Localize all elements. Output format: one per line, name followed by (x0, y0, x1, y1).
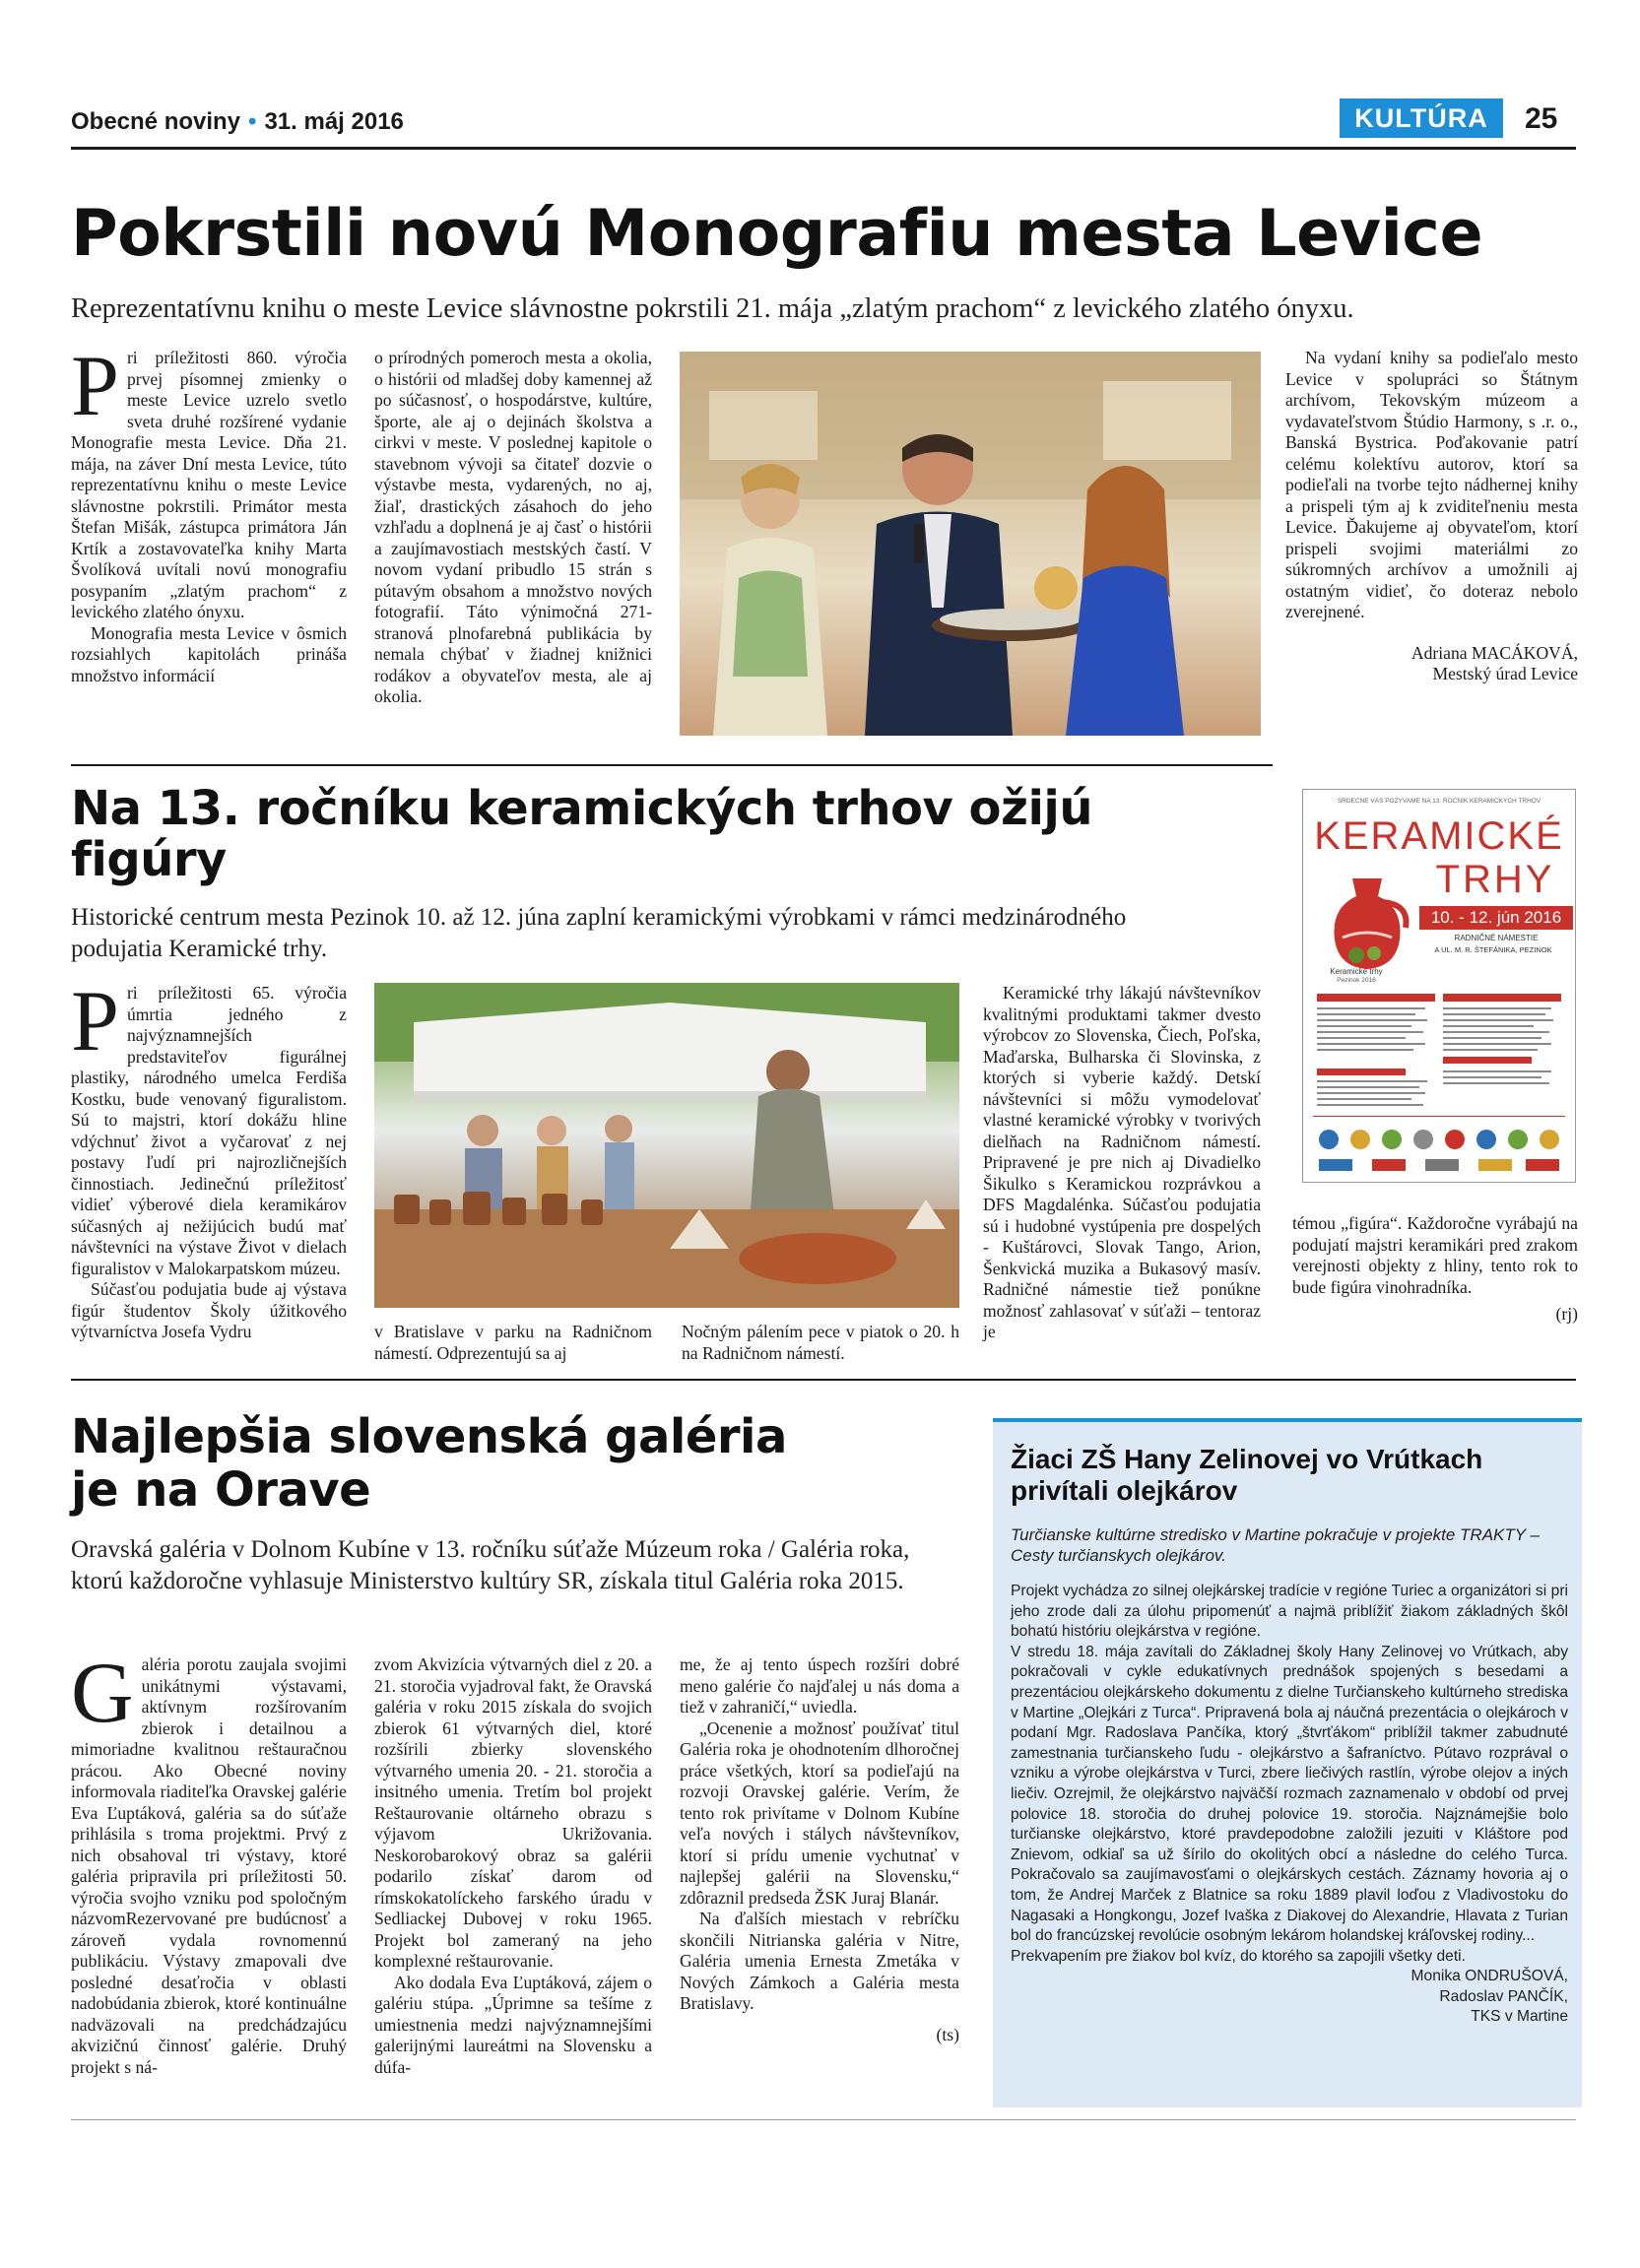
footer-rule (71, 2119, 1576, 2120)
article2-col1-paragraph-2: Súčasťou podujatia bude aj výstava figúr študentov Školy úžitkového výtvarníctva Josefa Vydru (71, 1279, 347, 1341)
article3-headline-line-2: je na Orave (71, 1462, 371, 1518)
ceramic-market-photo (374, 983, 959, 1308)
poster-venue-1: RADNIČNÉ NÁMESTIE (1454, 934, 1539, 942)
article1-lead: Reprezentatívnu knihu o meste Levice slávnostne pokrstili 21. mája „zlatým prachom“ z levického zlatého ónyxu. (71, 293, 1354, 324)
article1-col1-paragraph-2: Monografia mesta Levice v ôsmich rozsiahlych kapitolách prináša množstvo informácií (71, 622, 347, 685)
poster-jug-caption: Keramické trhy (1330, 967, 1383, 976)
sidebar-signature-1: Monika ONDRUŠOVÁ, (1410, 1968, 1568, 1985)
article3-headline (71, 1410, 957, 1517)
sidebar-paragraph: Prekvapením pre žiakov bol kvíz, do ktorého sa zapojili všetky deti. (1011, 1947, 1466, 1965)
article2-headline (71, 783, 1282, 885)
issue-date: 31. máj 2016 (264, 108, 404, 135)
article3-column-2 (374, 1654, 652, 2078)
article3-col1-paragraph: aléria porotu zaujala svojimi unikátnymi výstavami, aktívnym rozšírovaním zbierok i detailnou a mimoriadne kvalitnou reštauračnou prácou. Ako Obecné noviny informovala riaditeľka Oravskej galérie Eva Ľuptáková, galéria sa do súťaže prihlásila s troma projektmi. Prvý z nich obsahoval tri výstavy, ktoré galéria pripravila pri príležitosti 50. výročia svojho vzniku pod spoločným názvomRezervované pre budúcnosť a zároveň vydala rovnomennú publikáciu. Výstavy zmapovali dve posledné desaťročia v oblasti nadobúdania zbierok, ktoré kontinuálne nadväzovali na predchádzajúcu akvizičnú činnosť galérie. Druhý projekt s ná- (71, 1654, 347, 2077)
header-rule (71, 147, 1576, 150)
poster-dates: 10. - 12. jún 2016 (1419, 906, 1573, 930)
article2-column-4 (983, 983, 1261, 1343)
ceramic-market-poster (1302, 789, 1576, 1183)
sidebar-body (1011, 1582, 1568, 2028)
poster-venue-2: A UL. M. R. ŠTEFÁNIKA, PEZINOK (1434, 945, 1552, 954)
page-number: 25 (1525, 102, 1558, 135)
drop-cap: G (71, 1646, 134, 1741)
article2-col4-paragraph: Keramické trhy lákajú návštevníkov kvalitnými produktami takmer dvesto výrobcov zo Slovenska, Čiech, Poľska, Maďarska, Bulharska či Slovinska, z ktorých si vyberie každý. Detskí návštevníci si môžu vymodelovať vlastné keramické výrobky v tvorivých dielňach na Radničnom námestí. Pripravené je pre nich aj Divadielko Šikulko s Keramickou rozprávkou a DFS Magdalénka. Súčasťou podujatia sú i hudobné vystúpenia pre dospelých - Kuštárovci, Slovak Tango, Arion, Šenkvická muzika a Bukasový masív. Radničné námestie tiež ponúkne možnosť zahlasovať v súťaži – tentoraz je (983, 983, 1261, 1341)
article1-author: Adriana MACÁKOVÁ, (1410, 642, 1578, 663)
book-christening-photo (680, 352, 1261, 736)
article3-col3-paragraph-2: „Ocenenie a možnosť používať titul Galéria roka je ohodnotením dlhoročnej práce všetkých, ktorí sa podieľajú na rozvoji Oravskej galérie. Verím, že tento rok privítame v Dolnom Kubíne veľa nových i stálych návštevníkov, ktorí si prídu umenie vychutnať v najlepšej galérii na Slovensku,“ zdôraznil predseda ŽSK Juraj Blanár. (680, 1717, 959, 1908)
article1-headline: Pokrstili novú Monografiu mesta Levice (71, 197, 1483, 271)
poster-top-text: SRDEČNE VÁS POZÝVAME NA 13. ROČNÍK KERAMICKÝCH TRHOV (1337, 798, 1542, 805)
article3-author: (ts) (936, 2024, 959, 2044)
sidebar-headline: Žiaci ZŠ Hany Zelinovej vo Vrútkach privítali olejkárov (1011, 1444, 1483, 1506)
article1-col3-paragraph: Na vydaní knihy sa podieľalo mesto Levice v spolupráci so Štátnym archívom, Tekovským múzeom a vydavateľstvom Štúdio Harmony, s .r. o., Banská Bystrica. Poďakovanie patrí celému kolektívu autorov, ktorí sa podieľali na tvorbe tejto nádhernej knihy a prispeli tým aj k zviditeľneniu mesta Levice. Ďakujeme aj obyvateľom, ktorí prispeli svojimi materiálmi zo súkromných archívov a umožnili aj ostatným vidieť, čo doteraz nebolo zverejnené. (1285, 348, 1578, 621)
sidebar-paragraph: Projekt vychádza zo silnej olejkárskej tradície v regióne Turiec a organizátori si pri jeho zrode dali za úlohu pripomenúť a najmä priblížiť žiakom základných škôl bohatú históriu olejkárstva v regióne. (1011, 1583, 1568, 1641)
poster-title-line-1: KERAMICKÉ (1314, 814, 1564, 858)
article1-col2-paragraph: o prírodných pomeroch mesta a okolia, o histórii od mladšej doby kamennej až po súčasnosť, o hospodárstve, kultúre, športe, ale aj o dejinách školstva a cirkvi v meste. V poslednej kapitole o stavebnom vývoji sa čitateľ dozvie o výstavbe mesta, vydarených, no aj, žiaľ, drastických zásahoch do jeho vzhľadu a doplnená je aj časť o histórii a zaujímavostiach mestských častí. V novom vydaní pribudlo 15 strán s pútavým obsahom a množstvo nových fotografií. Táto výnimočná 271-stranová plnofarebná publikácia by nemala chýbať v žiadnej knižnici rodákov a obyvateľov mesta, ale aj okolia. (374, 348, 652, 706)
article2-headline-line-1: Na 13. ročníku keramických trhov ožijú (71, 781, 1093, 836)
article2-column-2 (374, 1322, 652, 1364)
article2-column-3 (682, 1322, 959, 1364)
sidebar-signature-2: Radoslav PANČÍK, (1439, 1987, 1568, 2005)
article1-author-org: Mestský úrad Levice (1432, 664, 1578, 683)
article2-col3-paragraph: Nočným pálením pece v piatok o 20. h na Radničnom námestí. (682, 1322, 959, 1363)
article3-headline-line-1: Najlepšia slovenská galéria (71, 1409, 787, 1464)
article2-column-1 (71, 974, 347, 1343)
article3-col3-paragraph-3: Na ďalších miestach v rebríčku skončili Nitrianska galéria v Nitre, Galéria umenia Ernesta Zmetáka v Nových Zámkoch a Galéria mesta Bratislavy. (680, 1909, 959, 2013)
article2-lead: Historické centrum mesta Pezinok 10. až 12. júna zaplní keramickými výrobkami v rámci medzinárodného podujatia Keramické trhy. (71, 904, 1127, 962)
article3-lead: Oravská galéria v Dolnom Kubíne v 13. ročníku súťaže Múzeum roka / Galéria roka, ktorú každoročne vyhlasuje Ministerstvo kultúry SR, získala titul Galéria roka 2015. (71, 1536, 910, 1594)
poster-title-line-2: TRHY (1435, 858, 1555, 901)
article-separator (71, 764, 1273, 766)
article3-column-1 (71, 1646, 347, 2078)
article1-column-3 (1285, 348, 1578, 685)
publication-name: Obecné noviny (71, 108, 241, 135)
article2-col1-paragraph: ri príležitosti 65. výročia úmrtia jedného z najvýznamnejších predstaviteľov figurálnej plastiky, národného umelca Ferdiša Kostku, bude venovaný figuralistom. Sú to majstri, ktorí dokážu hline vdýchnuť život a vyčarovať z nej postavy ľudí pri najrozličnejších činnostiach. Jedinečnú príležitosť vidieť výberové diela keramikárov súčasných aj nežijúcich budú mať návštevníci na výstave Život v dielach figuralistov v Malokarpatskom múzeu. (71, 983, 347, 1278)
article3-col2-paragraph: zvom Akvizícia výtvarných diel z 20. a 21. storočia vyjadroval fakt, že Oravská galéria v roku 2015 získala do svojich zbierok 61 výtvarných diel, ktoré rozšírili zbierky slovenského výtvarného umenia 20. - 21. storočia a insitného umenia. Tretím bol projekt Reštaurovanie oltárneho obrazu s výjavom Ukrižovania. Neskorobarokový obraz sa galérii podarilo získať darom od rímskokatolíckeho farského úradu v Sedliackej Dubovej v roku 1965. Projekt bol zameraný na jeho komplexné reštaurovanie. (374, 1654, 652, 1971)
article2-col5-paragraph: témou „figúra“. Každoročne vyrábajú na podujatí majstri keramikári pred zrakom verejnosti objekty z hliny, tento rok to bude figúra vinohradníka. (1292, 1213, 1578, 1297)
drop-cap: P (71, 339, 119, 434)
sidebar-box (993, 1418, 1582, 2107)
drop-cap: P (71, 974, 119, 1069)
article1-col1-paragraph: ri príležitosti 860. výročia prvej písomnej zmienky o meste Levice uzrelo svetlo sveta druhé rozšírené vydanie Monografie mesta Levice. Dňa 21. mája, na záver Dní mesta Levice, túto reprezentatívnu knihu o meste Levice slávnostne pokrstili. Primátor mesta Štefan Mišák, zástupca primátora Ján Krtík a zostavovateľka knihy Marta Švolíková uvítali novú monografiu posypaním „zlatým prachom“ z levického zlatého ónyxu. (71, 348, 347, 621)
article-separator (71, 1379, 1576, 1381)
article2-col2-paragraph: v Bratislave v parku na Radničnom námestí. Odprezentujú sa aj (374, 1322, 652, 1363)
article1-column-2 (374, 348, 652, 708)
article3-col2-paragraph-2: Ako dodala Eva Ľuptáková, zájem o galériu stúpa. „Úprimne sa tešíme z umiestnenia medzi najvýznamnejšími galerijnými laureátmi na Slovensku a dúfa- (374, 1972, 652, 2077)
article2-column-5 (1292, 1213, 1578, 1326)
separator-dot: • (248, 108, 257, 135)
article1-column-1 (71, 339, 347, 686)
section-badge: KULTÚRA (1340, 98, 1503, 138)
poster-jug-sub: Pezinok 2016 (1337, 977, 1376, 984)
poster-schedule (1313, 992, 1565, 1179)
article3-col3-paragraph: me, že aj tento úspech rozšíri dobré meno galérie čo najďalej u nás doma a tiež v zahraničí,“ uviedla. (680, 1654, 959, 1717)
article3-column-3 (680, 1654, 959, 2045)
sidebar-signature-3: TKS v Martine (1471, 2008, 1568, 2026)
article2-author: (rj) (1555, 1304, 1578, 1324)
masthead (71, 108, 404, 136)
sidebar-lead: Turčianske kultúrne stredisko v Martine pokračuje v projekte TRAKTY – Cesty turčianskych olejkárov. (1011, 1525, 1540, 1565)
jug-icon (1321, 869, 1414, 972)
sidebar-paragraph: V stredu 18. mája zavítali do Základnej školy Hany Zelinovej vo Vrútkach, aby pokračovali v cykle edukatívnych prednášok spojených s besedami a prezentáciou olejkárskeho dokumentu z dielne Turčianskeho kultúrneho strediska v Martine „Olejkári z Turca“. Pripravená bola aj náučná prezentácia o olejkároch v podaní Mgr. Radoslava Pančíka, ktorý „štvrťákom“ priblížil takmer zabudnuté zamestnania turčianskeho ľudu - olejkárstvo a šafraníctvo. Pútavo rozprával o vzniku a výrobe olejkárstva v Turci, zbere liečivých rastlín, výrobe olejov a iných liečiv. Ozrejmil, že olejkárstvo najväčší rozmach zaznamenalo v období od prvej polovice 18. storočia do druhej polovice 19. storočia. Najznámejšie bolo turčianske olejkárstvo, ktoré pravdepodobne založili jezuiti v Kláštore pod Znievom, odkiaľ sa už šírilo do okolitých obcí a následne do celého Turca. Pokračovalo sa zaujímavosťami o olejkárskych cestách. Záznamy hovoria aj o tom, že Andrej Marček z Blatnice sa roku 1889 plavil loďou z Vladivostoku do Nagasaki a Hongkongu, Jozef Ivaška z Diakovej do Alexandrie, Hlavata z Turian bol do francúzskej revolúcie osobným lekárom holandskej kráľovskej rodiny... (1011, 1643, 1568, 1945)
article2-headline-line-2: figúry (71, 832, 227, 887)
